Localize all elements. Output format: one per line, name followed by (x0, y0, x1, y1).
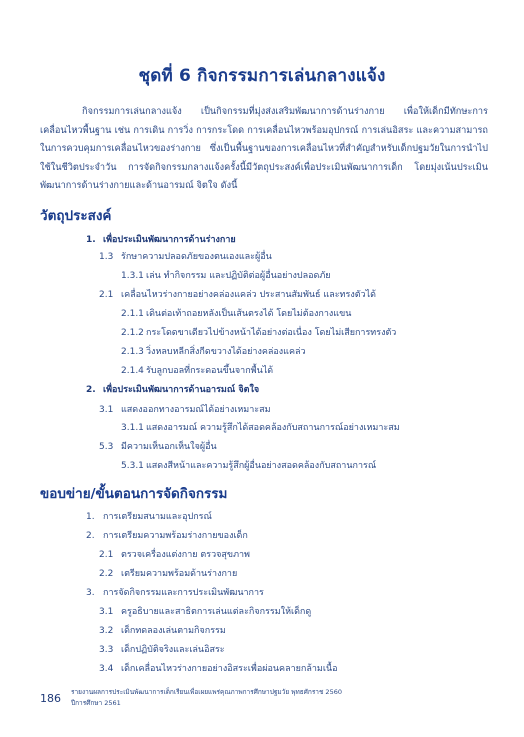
objective-3-1-1: 3.1.1 แสดงอารมณ์ ความรู้สึกได้สอดคล้องกับสถานการณ์อย่างเหมาะสม (121, 423, 400, 433)
objective-2: 2. เพื่อประเมินพัฒนาการด้านอารมณ์ จิตใจ (86, 385, 260, 395)
objective-2-1-1: 2.1.1 เดินต่อเท้าถอยหลังเป็นเส้นตรงได้ โดยไม่ต้องกางแขน (121, 309, 352, 319)
procedure-1: 1. การเตรียมสนามและอุปกรณ์ (86, 512, 212, 522)
objective-5-3-1: 5.3.1 แสดงสีหน้าและความรู้สึกผู้อื่นอย่างสอดคล้องกับสถานการณ์ (121, 461, 377, 471)
procedure-2-2: 2.2 เตรียมความพร้อมด้านร่างกาย (99, 569, 238, 579)
procedure-3-4: 3.4 เด็กเคลื่อนไหวร่างกายอย่างอิสระเพื่อผ่อนคลายกล้ามเนื้อ (99, 664, 338, 674)
objective-1-3: 1.3 รักษาความปลอดภัยของตนเองและผู้อื่น (99, 252, 272, 262)
objectives-heading: วัตถุประสงค์ (40, 208, 112, 224)
objective-2-1-3: 2.1.3 วิ่งหลบหลีกสิ่งกีดขวางได้อย่างคล่องแคล่ว (121, 347, 306, 357)
objective-1-3-1: 1.3.1 เล่น ทำกิจกรรม และปฏิบัติต่อผู้อื่นอย่างปลอดภัย (121, 271, 331, 281)
objective-1: 1. เพื่อประเมินพัฒนาการด้านร่างกาย (86, 235, 236, 245)
procedure-3-2: 3.2 เด็กทดลองเล่นตามกิจกรรม (99, 626, 226, 636)
intro-paragraph: กิจกรรมการเล่นกลางแจ้ง เป็นกิจกรรมที่มุ่งส่งเสริมพัฒนาการด้านร่างกาย เพื่อให้เด็กมีทักษะการเคลื่อนไหวพื้นฐาน เช่น การเดิน การวิ่ง การกระโดด การเคลื่อนไหวพร้อมอุปกรณ์ การเล่นอิสระ และความสามารถในการควบคุมการเคลื่อนไหวของร่างกาย ซึ่งเป็นพื้นฐานของการเคลื่อนไหวที่สำคัญสำหรับเด็กปฐมวัยในการนำไปใช้ในชีวิตประจำวัน การจัดกิจกรรมกลางแจ้งครั้งนี้มีวัตถุประสงค์เพื่อประเมินพัฒนาการเด็ก โดยมุ่งเน้นประเมินพัฒนาการด้านร่างกายและด้านอารมณ์ จิตใจ ดังนี้ (40, 106, 488, 192)
page-title: ชุดที่ 6 กิจกรรมการเล่นกลางแจ้ง (138, 66, 386, 86)
procedure-3-3: 3.3 เด็กปฏิบัติจริงและเล่นอิสระ (99, 645, 225, 655)
procedure-2-1: 2.1 ตรวจเครื่องแต่งกาย ตรวจสุขภาพ (99, 550, 250, 560)
objective-2-1-4: 2.1.4 รับลูกบอลที่กระดอนขึ้นจากพื้นได้ (121, 366, 274, 376)
footer-line-1: รายงานผลการประเมินพัฒนาการเด็กเรียนเพื่อเผยแพร่คุณภาพการศึกษาปฐมวัย พุทธศักราช 2560 (71, 688, 342, 696)
procedure-3-1: 3.1 ครูอธิบายและสาธิตการเล่นแต่ละกิจกรรมให้เด็กดู (99, 607, 312, 617)
objective-5-3: 5.3 มีความเห็นอกเห็นใจผู้อื่น (99, 442, 217, 452)
objective-2-1: 2.1 เคลื่อนไหวร่างกายอย่างคล่องแคล่ว ประสานสัมพันธ์ และทรงตัวได้ (99, 290, 376, 300)
procedure-2: 2. การเตรียมความพร้อมร่างกายของเด็ก (86, 531, 248, 541)
procedure-3: 3. การจัดกิจกรรมและการประเมินพัฒนาการ (86, 588, 264, 598)
objective-2-1-2: 2.1.2 กระโดดขาเดียวไปข้างหน้าได้อย่างต่อเนื่อง โดยไม่เสียการทรงตัว (121, 328, 397, 338)
footer-line-2: ปีการศึกษา 2561 (71, 699, 121, 707)
procedure-heading: ขอบข่าย/ขั้นตอนการจัดกิจกรรม (40, 486, 228, 502)
objective-3-1: 3.1 แสดงออกทางอารมณ์ได้อย่างเหมาะสม (99, 405, 271, 415)
page-number: 186 (40, 692, 61, 705)
footer-text (71, 687, 342, 709)
